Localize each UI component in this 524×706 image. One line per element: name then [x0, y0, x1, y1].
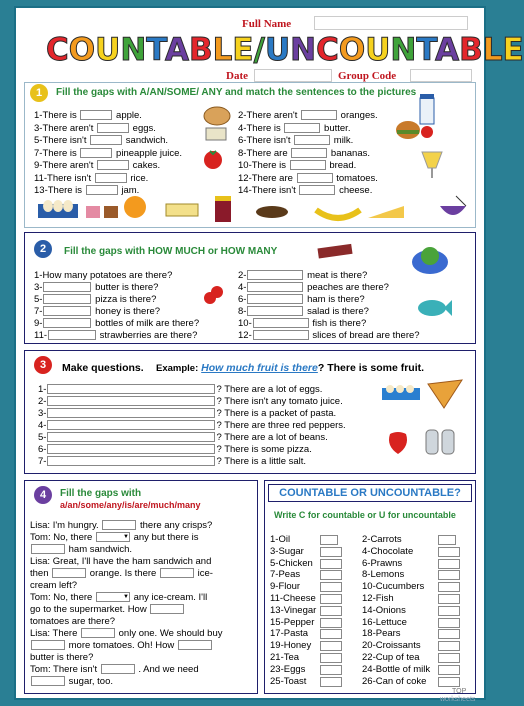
section-3-title: Make questions.: [62, 362, 144, 374]
section-1-sentence: [34, 135, 168, 146]
dialogue-text: ham sandwich.: [66, 544, 133, 555]
red-pepper-icon: [384, 426, 412, 456]
countable-word: 11-Cheese: [270, 593, 316, 604]
dialogue-line: [30, 676, 113, 687]
bread-icon: [202, 104, 232, 126]
sentence-start: 3-There aren't: [34, 122, 97, 134]
article-gap[interactable]: [97, 160, 129, 170]
question-gap[interactable]: [47, 408, 215, 418]
sentence-start: 2-There aren't: [238, 110, 301, 121]
egg-tray-icon: [380, 380, 422, 402]
countable-word: 7-Peas: [270, 569, 301, 581]
banana-icon: [314, 204, 362, 224]
question-number: 7-: [34, 306, 43, 317]
title-letter: E: [502, 32, 524, 68]
orange-icon: [122, 194, 148, 220]
title-letter: E: [232, 32, 254, 68]
item-answer: ? There are a lot of eggs.: [216, 384, 323, 395]
item-answer: ? There isn't any tomato juice.: [216, 396, 343, 407]
section-2-question: [34, 294, 156, 305]
dialogue-line: [30, 628, 223, 639]
dialogue-gap[interactable]: [31, 544, 65, 554]
c-u-gap[interactable]: [438, 677, 460, 687]
sentence-end: oranges.: [338, 110, 378, 121]
dialogue-gap[interactable]: [178, 640, 212, 650]
dialogue-gap[interactable]: [81, 628, 115, 638]
countable-word: 6-Prawns: [362, 557, 403, 569]
sentence-start: 9-There aren't: [34, 160, 97, 171]
section-2-badge: 2: [34, 240, 52, 258]
butter-icon: [162, 198, 202, 220]
c-u-gap[interactable]: [438, 582, 460, 592]
section-1-sentence: [238, 110, 378, 121]
c-u-gap[interactable]: [320, 559, 342, 569]
section-3-badge: 3: [34, 356, 52, 374]
fish-icon: [414, 296, 454, 320]
sentence-start: 4-There is: [238, 122, 284, 134]
question-end: fish is there?: [309, 318, 367, 329]
title-letter: N: [290, 32, 317, 68]
dialogue-line: [30, 556, 211, 567]
question-number: 11-: [34, 330, 48, 341]
dropdown-gap[interactable]: ▼: [96, 532, 130, 542]
question-end: honey is there?: [92, 306, 161, 317]
item-answer: ? There are a lot of beans.: [216, 432, 328, 443]
c-u-gap[interactable]: [320, 677, 342, 687]
dialogue-text: then: [30, 568, 52, 579]
countable-word: 21-Tea: [270, 652, 300, 663]
title-letter: U: [95, 32, 121, 68]
title-letter: L: [482, 32, 503, 68]
section-2-question: [34, 270, 172, 281]
dialogue-text: Lisa: I'm hungry.: [30, 520, 102, 531]
cheese-icon: [366, 198, 406, 222]
dialogue-text: more tomatoes. Oh! How: [66, 640, 177, 651]
article-gap[interactable]: [80, 110, 112, 120]
countable-word: 24-Bottle of milk: [362, 663, 431, 675]
c-u-gap[interactable]: [438, 618, 460, 628]
c-u-gap[interactable]: [320, 665, 342, 675]
salt-pepper-icon: [422, 422, 460, 458]
question-number: 8-: [238, 306, 247, 317]
section-4-title: Fill the gaps with: [60, 488, 142, 499]
section-1-sentence: [34, 185, 139, 196]
dialogue-text: only one. We should buy: [116, 628, 223, 639]
section-1-sentence: [238, 148, 370, 159]
dialogue-text: any but there is: [130, 532, 199, 543]
dialogue-text: Tom: There isn't: [30, 664, 100, 675]
countable-word: 23-Eggs: [270, 663, 306, 675]
title-letter: U: [365, 32, 391, 68]
title-letter: B: [459, 32, 483, 68]
how-much-many-gap[interactable]: [253, 330, 309, 340]
article-gap[interactable]: [97, 123, 129, 133]
c-u-gap[interactable]: [438, 653, 460, 663]
article-gap[interactable]: [291, 148, 327, 158]
example-label: Example:: [156, 363, 199, 374]
sentence-end: apple.: [113, 110, 142, 121]
c-u-gap[interactable]: [320, 629, 342, 639]
article-gap[interactable]: [95, 173, 127, 183]
rice-bowl-icon: [436, 194, 470, 224]
worksheet-page: [14, 6, 524, 703]
article-gap[interactable]: [301, 110, 337, 120]
dialogue-text: tomatoes are there?: [30, 616, 116, 627]
question-number: 4-: [238, 282, 247, 293]
dialogue-text: cream left?: [30, 580, 77, 591]
dialogue-line: [30, 664, 199, 675]
dialogue-line: [30, 580, 77, 591]
salad-bowl-icon: [410, 240, 450, 276]
question-end: butter is there?: [92, 282, 159, 293]
sentence-end: tomatoes.: [333, 172, 378, 184]
countable-word: 3-Sugar: [270, 545, 304, 557]
dialogue-text: sugar, too.: [66, 676, 114, 687]
dialogue-line: [30, 616, 115, 627]
item-number: 4-: [38, 420, 47, 431]
section-2-question: [238, 330, 420, 341]
dialogue-gap[interactable]: [101, 664, 135, 674]
c-u-gap[interactable]: [438, 606, 460, 616]
section-2-title: Fill the gaps with HOW MUCH or HOW MANY: [64, 246, 278, 257]
article-gap[interactable]: [86, 185, 118, 195]
c-u-gap[interactable]: [438, 547, 460, 557]
title-letter: T: [416, 32, 436, 68]
sentence-start: 11-There isn't: [34, 172, 94, 184]
dialogue-line: [30, 640, 213, 651]
sentence-start: 13-There is: [34, 185, 85, 196]
c-u-gap[interactable]: [320, 653, 342, 663]
question-number: 1-How many potatoes are there?: [34, 270, 173, 281]
question-gap[interactable]: [47, 444, 215, 454]
item-number: 1-: [38, 384, 47, 395]
article-gap[interactable]: [294, 135, 330, 145]
section-2-question: [238, 282, 389, 293]
section-4-subtitle: a/an/some/any/is/are/much/many: [60, 500, 201, 510]
countable-word: 20-Croissants: [362, 640, 421, 652]
section-2-question: [238, 306, 369, 317]
c-u-gap[interactable]: [438, 665, 460, 675]
item-number: 7-: [38, 456, 47, 467]
how-much-many-gap[interactable]: [43, 294, 91, 304]
article-gap[interactable]: [299, 185, 335, 195]
sentence-start: 12-There are: [238, 172, 296, 184]
countable-word: 10-Cucumbers: [362, 581, 425, 593]
question-end: slices of bread are there?: [309, 330, 420, 341]
sentence-end: cheese.: [336, 185, 373, 196]
countable-word: 12-Fish: [362, 593, 394, 604]
countable-word: 8-Lemons: [362, 569, 405, 581]
section-1-sentence: [238, 123, 350, 134]
section-3-item: [38, 456, 306, 467]
section-2-question: [238, 270, 367, 281]
title-letter: C: [46, 32, 69, 68]
item-number: 5-: [38, 432, 47, 443]
question-end: strawberries are there?: [97, 330, 198, 341]
countable-word: 26-Can of coke: [362, 675, 427, 687]
section-1-sentence: [238, 173, 378, 184]
title-letter: O: [338, 32, 366, 68]
title-letter: A: [435, 32, 460, 68]
c-u-gap[interactable]: [438, 559, 460, 569]
sentence-end: bananas.: [328, 147, 371, 159]
question-number: 12-: [238, 330, 252, 341]
item-answer: ? There is some pizza.: [216, 444, 312, 455]
tomato-icon: [202, 148, 224, 170]
how-much-many-gap[interactable]: [253, 318, 309, 328]
question-end: bottles of milk are there?: [92, 318, 200, 329]
countable-word: 19-Honey: [270, 640, 312, 652]
burger-icon: [394, 118, 434, 144]
section-2-question: [34, 306, 160, 317]
section-3-item: [38, 432, 328, 443]
question-gap[interactable]: [47, 432, 215, 442]
question-number: 9-: [34, 318, 43, 329]
section-5-title: COUNTABLE OR UNCOUNTABLE?: [268, 484, 472, 502]
dialogue-gap[interactable]: [160, 568, 194, 578]
c-u-gap[interactable]: [320, 535, 338, 545]
sentence-end: eggs.: [130, 122, 156, 134]
dialogue-text: there any crisps?: [137, 520, 213, 531]
sentence-end: rice.: [127, 172, 149, 184]
section-3-item: [38, 408, 336, 419]
how-much-many-gap[interactable]: [43, 318, 91, 328]
question-number: 3-: [34, 282, 43, 293]
dialogue-text: Lisa: There: [30, 628, 80, 639]
dialogue-gap[interactable]: [150, 604, 184, 614]
item-answer: ? There is a packet of pasta.: [216, 408, 337, 419]
sentence-start: 7-There is: [34, 147, 80, 159]
c-u-gap[interactable]: [320, 606, 342, 616]
countable-word: 2-Carrots: [362, 534, 402, 545]
sentence-end: bread.: [326, 160, 357, 171]
section-5-instruction: Write C for countable or U for uncountable: [274, 510, 456, 520]
section-1-sentence: [34, 173, 148, 184]
section-3-item: [38, 384, 322, 395]
article-gap[interactable]: [290, 160, 326, 170]
example-answer: ? There is some fruit.: [317, 362, 425, 374]
section-3-item: [38, 420, 346, 431]
dialogue-text: go to the supermarket. How: [30, 604, 150, 615]
title-letter: L: [212, 32, 233, 68]
countable-word: 1-Oil: [270, 534, 291, 545]
dialogue-line: [30, 568, 213, 579]
dialogue-gap[interactable]: [102, 520, 136, 530]
section-2-question: [34, 330, 197, 341]
section-1-sentence: [238, 185, 372, 196]
question-number: 10-: [238, 318, 252, 329]
title-letter: O: [68, 32, 96, 68]
article-gap[interactable]: [284, 123, 320, 133]
question-gap[interactable]: [47, 420, 215, 430]
sentence-start: 6-There isn't: [238, 135, 294, 146]
how-much-many-gap[interactable]: [43, 282, 91, 292]
article-gap[interactable]: [90, 135, 122, 145]
question-gap[interactable]: [47, 456, 215, 466]
article-gap[interactable]: [297, 173, 333, 183]
section-1-sentence: [34, 148, 182, 159]
c-u-gap[interactable]: [320, 594, 342, 604]
dialogue-text: ice-: [194, 568, 213, 579]
how-much-many-gap[interactable]: [247, 282, 303, 292]
section-3-item: [38, 396, 343, 407]
title-letter: N: [390, 32, 417, 68]
how-much-many-gap[interactable]: [48, 330, 96, 340]
c-u-gap[interactable]: [320, 641, 342, 651]
how-much-many-gap[interactable]: [247, 270, 303, 280]
section-1-badge: 1: [30, 84, 48, 102]
dialogue-gap[interactable]: [31, 640, 65, 650]
countable-word: 22-Cup of tea: [362, 652, 420, 663]
title-letter: B: [189, 32, 213, 68]
section-4-badge: 4: [34, 486, 52, 504]
meat-icon: [316, 242, 360, 260]
title-letter: C: [316, 32, 339, 68]
sentence-end: butter.: [321, 122, 351, 134]
item-number: 2-: [38, 396, 47, 407]
group-code-label: Group Code: [338, 70, 397, 82]
sentence-start: 8-There are: [238, 147, 291, 159]
countable-word: 16-Lettuce: [362, 616, 407, 628]
how-much-many-gap[interactable]: [43, 306, 91, 316]
sentence-start: 1-There is: [34, 110, 80, 121]
dropdown-gap[interactable]: ▼: [96, 592, 130, 602]
countable-word: 18-Pears: [362, 628, 401, 640]
question-number: 6-: [238, 294, 247, 305]
c-u-gap[interactable]: [320, 547, 342, 557]
question-number: 2-: [238, 270, 247, 281]
dialogue-text: Tom: No, there: [30, 532, 95, 543]
section-2-question: [34, 318, 199, 329]
section-1-sentence: [238, 135, 353, 146]
countable-word: 9-Flour: [270, 581, 301, 593]
cakes-icon: [82, 194, 122, 224]
countable-word: 17-Pasta: [270, 628, 309, 640]
footer-top: TOP: [452, 688, 467, 695]
sentence-end: jam.: [118, 185, 140, 196]
sentence-end: cakes.: [130, 160, 161, 171]
countable-word: 5-Chicken: [270, 557, 313, 569]
jam-jar-icon: [212, 194, 234, 224]
c-u-gap[interactable]: [320, 570, 342, 580]
section-2-question: [238, 294, 365, 305]
section-1-sentence: [34, 160, 160, 171]
c-u-gap[interactable]: [438, 629, 460, 639]
how-much-many-gap[interactable]: [247, 306, 303, 316]
section-2-question: [238, 318, 366, 329]
question-end: ham is there?: [304, 294, 365, 305]
item-number: 6-: [38, 444, 47, 455]
countable-word: 4-Chocolate: [362, 545, 414, 557]
title-letter: A: [165, 32, 190, 68]
countable-word: 13-Vinegar: [270, 604, 317, 616]
c-u-gap[interactable]: [320, 582, 342, 592]
title-letter: N: [120, 32, 147, 68]
section-3-example: [156, 362, 424, 374]
footer-site: worksheets: [440, 696, 476, 703]
sentence-end: milk.: [331, 135, 354, 146]
dialogue-line: [30, 532, 199, 543]
dialogue-line: [30, 652, 93, 663]
dialogue-text: . And we need: [135, 664, 199, 675]
title-letter: /: [253, 32, 265, 68]
juice-glass-icon: [418, 148, 446, 182]
title-letter: U: [264, 32, 291, 68]
cake-plate-icon: [254, 196, 290, 220]
item-answer: ? There is a little salt.: [216, 456, 307, 467]
page-title: [46, 32, 524, 72]
countable-word: 14-Onions: [362, 604, 406, 616]
dialogue-gap[interactable]: [31, 676, 65, 686]
milk-carton-icon: [202, 126, 232, 142]
dialogue-text: any ice-cream. I'll: [130, 592, 208, 603]
dialogue-line: [30, 520, 212, 531]
example-question: How much fruit is there: [201, 362, 318, 374]
dialogue-line: [30, 604, 185, 615]
question-number: 5-: [34, 294, 43, 305]
sentence-end: pineapple juice.: [113, 147, 183, 159]
title-letter: T: [146, 32, 166, 68]
how-much-many-gap[interactable]: [247, 294, 303, 304]
c-u-gap[interactable]: [320, 618, 342, 628]
date-input[interactable]: [254, 69, 332, 82]
c-u-gap[interactable]: [438, 594, 460, 604]
question-end: pizza is there?: [92, 294, 157, 305]
c-u-gap[interactable]: [438, 570, 460, 580]
sentence-end: sandwich.: [123, 135, 169, 146]
pizza-slice-icon: [426, 378, 464, 410]
strawberries-icon: [202, 280, 224, 306]
article-gap[interactable]: [80, 148, 112, 158]
date-label: Date: [226, 70, 248, 82]
dialogue-gap[interactable]: [52, 568, 86, 578]
sentence-start: 10-There is: [238, 160, 289, 171]
section-1-sentence: [238, 160, 356, 171]
countable-word: 15-Pepper: [270, 616, 315, 628]
sentence-start: 14-There isn't: [238, 185, 299, 196]
dialogue-text: Tom: No, there: [30, 592, 95, 603]
question-end: salad is there?: [304, 306, 369, 317]
question-end: peaches are there?: [304, 282, 389, 293]
section-2-question: [34, 282, 158, 293]
full-name-input[interactable]: [314, 16, 468, 30]
question-gap[interactable]: [47, 396, 215, 406]
countable-word: 25-Toast: [270, 675, 307, 687]
full-name-label: Full Name: [242, 18, 292, 30]
section-1-title: Fill the gaps with A/AN/SOME/ ANY and match the sentences to the pictures: [56, 87, 417, 98]
question-end: meat is there?: [304, 270, 368, 281]
c-u-gap[interactable]: [438, 535, 456, 545]
dialogue-text: orange. Is there: [87, 568, 159, 579]
dialogue-text: butter is there?: [30, 652, 94, 663]
section-1-sentence: [34, 110, 142, 121]
question-gap[interactable]: [47, 384, 215, 394]
item-answer: ? There are three red peppers.: [216, 420, 346, 431]
dialogue-text: Lisa: Great, I'll have the ham sandwich and: [30, 556, 212, 567]
group-code-input[interactable]: [410, 69, 472, 82]
item-number: 3-: [38, 408, 47, 419]
section-1-sentence: [34, 123, 156, 134]
dialogue-line: [30, 544, 132, 555]
section-3-item: [38, 444, 312, 455]
c-u-gap[interactable]: [438, 641, 460, 651]
dialogue-line: [30, 592, 207, 603]
sentence-start: 5-There isn't: [34, 135, 90, 146]
egg-box-icon: [36, 196, 80, 224]
